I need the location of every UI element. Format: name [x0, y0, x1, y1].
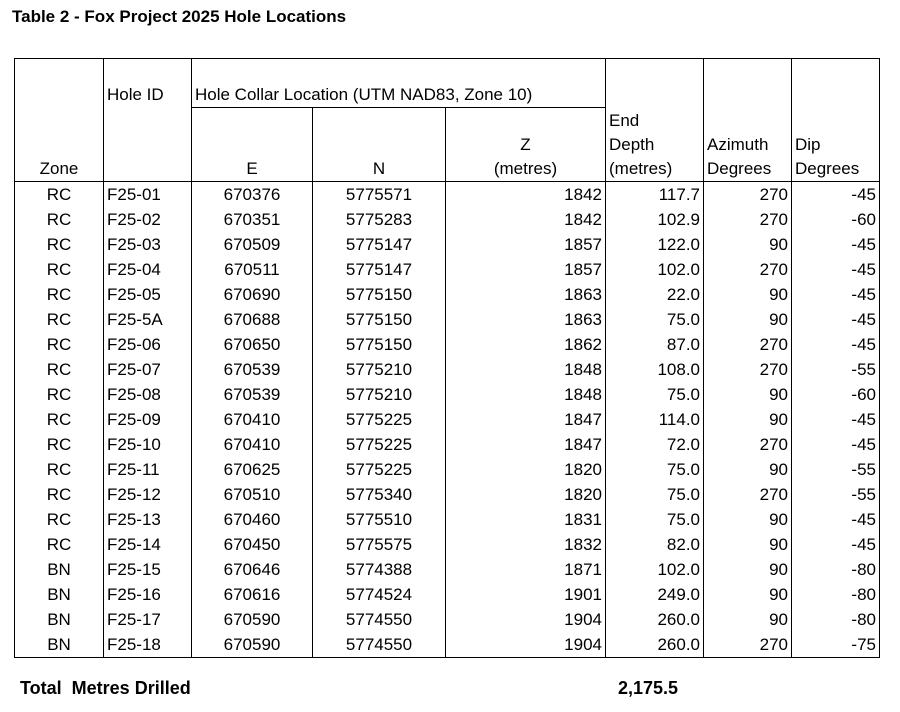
cell-n: 5775225 — [313, 407, 446, 432]
cell-dip: -60 — [792, 207, 880, 232]
cell-zone: RC — [15, 482, 104, 507]
cell-hole-id: F25-11 — [104, 457, 192, 482]
total-label: Total Metres Drilled — [20, 678, 191, 698]
cell-e: 670688 — [192, 307, 313, 332]
cell-end-depth: 22.0 — [606, 282, 704, 307]
cell-hole-id: F25-09 — [104, 407, 192, 432]
header-end-depth-line2: Depth — [609, 135, 655, 154]
table-row — [15, 582, 880, 607]
cell-zone: RC — [15, 457, 104, 482]
cell-dip: -45 — [792, 307, 880, 332]
cell-hole-id: F25-5A — [104, 307, 192, 332]
cell-z: 1831 — [446, 507, 606, 532]
table-row — [15, 307, 880, 332]
cell-z: 1862 — [446, 332, 606, 357]
cell-end-depth: 260.0 — [606, 632, 704, 658]
cell-end-depth: 75.0 — [606, 382, 704, 407]
cell-n: 5775340 — [313, 482, 446, 507]
cell-hole-id: F25-08 — [104, 382, 192, 407]
cell-n: 5774524 — [313, 582, 446, 607]
header-azimuth — [704, 59, 792, 182]
cell-e: 670511 — [192, 257, 313, 282]
cell-dip: -80 — [792, 582, 880, 607]
cell-zone: BN — [15, 632, 104, 658]
cell-hole-id: F25-13 — [104, 507, 192, 532]
table-row — [15, 207, 880, 232]
table-row — [15, 607, 880, 632]
cell-azimuth: 270 — [704, 432, 792, 457]
cell-z: 1857 — [446, 232, 606, 257]
header-end-depth-line1: End — [609, 111, 640, 130]
cell-z: 1863 — [446, 307, 606, 332]
cell-e: 670590 — [192, 632, 313, 658]
cell-e: 670539 — [192, 382, 313, 407]
cell-e: 670625 — [192, 457, 313, 482]
cell-z: 1848 — [446, 382, 606, 407]
cell-dip: -45 — [792, 432, 880, 457]
cell-n: 5774550 — [313, 607, 446, 632]
table-row — [15, 432, 880, 457]
cell-dip: -80 — [792, 607, 880, 632]
cell-end-depth: 102.9 — [606, 207, 704, 232]
header-row-top — [15, 59, 880, 108]
header-azimuth-line2: Degrees — [707, 159, 772, 178]
cell-zone: RC — [15, 182, 104, 208]
cell-zone: RC — [15, 282, 104, 307]
table-row — [15, 357, 880, 382]
cell-e: 670690 — [192, 282, 313, 307]
cell-e: 670650 — [192, 332, 313, 357]
cell-azimuth: 90 — [704, 532, 792, 557]
cell-dip: -55 — [792, 457, 880, 482]
cell-azimuth: 90 — [704, 507, 792, 532]
cell-n: 5775510 — [313, 507, 446, 532]
hole-locations-table — [14, 58, 880, 658]
cell-z: 1847 — [446, 432, 606, 457]
cell-e: 670509 — [192, 232, 313, 257]
table-title: Table 2 - Fox Project 2025 Hole Locations — [12, 7, 347, 26]
table-row — [15, 257, 880, 282]
cell-z: 1832 — [446, 532, 606, 557]
cell-end-depth: 102.0 — [606, 557, 704, 582]
cell-azimuth: 90 — [704, 382, 792, 407]
cell-dip: -45 — [792, 332, 880, 357]
cell-dip: -45 — [792, 507, 880, 532]
cell-e: 670539 — [192, 357, 313, 382]
cell-zone: RC — [15, 507, 104, 532]
cell-z: 1904 — [446, 607, 606, 632]
cell-dip: -80 — [792, 557, 880, 582]
cell-hole-id: F25-01 — [104, 182, 192, 208]
cell-e: 670646 — [192, 557, 313, 582]
table-row — [15, 532, 880, 557]
header-hole-id: Hole ID — [104, 59, 192, 182]
table-row — [15, 282, 880, 307]
cell-e: 670450 — [192, 532, 313, 557]
cell-hole-id: F25-06 — [104, 332, 192, 357]
cell-dip: -45 — [792, 532, 880, 557]
cell-z: 1820 — [446, 482, 606, 507]
cell-end-depth: 82.0 — [606, 532, 704, 557]
cell-dip: -75 — [792, 632, 880, 658]
cell-dip: -55 — [792, 482, 880, 507]
cell-dip: -45 — [792, 257, 880, 282]
cell-end-depth: 72.0 — [606, 432, 704, 457]
cell-dip: -45 — [792, 232, 880, 257]
cell-e: 670351 — [192, 207, 313, 232]
header-z-line1: Z — [520, 135, 531, 154]
cell-z: 1848 — [446, 357, 606, 382]
header-end-depth-line3: (metres) — [609, 159, 673, 178]
header-dip-line2: Degrees — [795, 159, 860, 178]
cell-end-depth: 102.0 — [606, 257, 704, 282]
cell-azimuth: 270 — [704, 182, 792, 208]
cell-azimuth: 90 — [704, 282, 792, 307]
cell-hole-id: F25-14 — [104, 532, 192, 557]
cell-zone: RC — [15, 407, 104, 432]
table-row — [15, 182, 880, 208]
cell-e: 670460 — [192, 507, 313, 532]
table-row — [15, 382, 880, 407]
cell-end-depth: 108.0 — [606, 357, 704, 382]
header-dip — [792, 59, 880, 182]
cell-e: 670510 — [192, 482, 313, 507]
table-row — [15, 632, 880, 658]
cell-n: 5774550 — [313, 632, 446, 658]
cell-zone: BN — [15, 582, 104, 607]
cell-z: 1871 — [446, 557, 606, 582]
header-e: E — [192, 108, 313, 182]
cell-zone: RC — [15, 207, 104, 232]
cell-n: 5775225 — [313, 457, 446, 482]
header-z-line2: (metres) — [493, 159, 558, 178]
cell-e: 670410 — [192, 432, 313, 457]
cell-n: 5775225 — [313, 432, 446, 457]
table-row — [15, 557, 880, 582]
header-end-depth — [606, 59, 704, 182]
cell-z: 1857 — [446, 257, 606, 282]
cell-azimuth: 90 — [704, 457, 792, 482]
cell-hole-id: F25-18 — [104, 632, 192, 658]
cell-hole-id: F25-10 — [104, 432, 192, 457]
cell-hole-id: F25-05 — [104, 282, 192, 307]
table-row — [15, 482, 880, 507]
header-dip-line1: Dip — [795, 135, 821, 154]
cell-n: 5775571 — [313, 182, 446, 208]
cell-e: 670590 — [192, 607, 313, 632]
cell-hole-id: F25-12 — [104, 482, 192, 507]
table-row — [15, 332, 880, 357]
cell-n: 5775150 — [313, 332, 446, 357]
table-body — [15, 182, 880, 658]
cell-zone: RC — [15, 232, 104, 257]
cell-end-depth: 75.0 — [606, 507, 704, 532]
cell-z: 1863 — [446, 282, 606, 307]
cell-dip: -45 — [792, 407, 880, 432]
cell-dip: -60 — [792, 382, 880, 407]
cell-azimuth: 270 — [704, 482, 792, 507]
cell-e: 670410 — [192, 407, 313, 432]
cell-azimuth: 90 — [704, 557, 792, 582]
cell-end-depth: 75.0 — [606, 482, 704, 507]
cell-end-depth: 75.0 — [606, 307, 704, 332]
cell-hole-id: F25-07 — [104, 357, 192, 382]
cell-azimuth: 90 — [704, 607, 792, 632]
table-row — [15, 457, 880, 482]
cell-azimuth: 90 — [704, 407, 792, 432]
total-metres: 2,175.5 — [618, 678, 679, 698]
header-n: N — [313, 108, 446, 182]
cell-n: 5775150 — [313, 282, 446, 307]
cell-hole-id: F25-16 — [104, 582, 192, 607]
cell-azimuth: 90 — [704, 582, 792, 607]
cell-z: 1901 — [446, 582, 606, 607]
cell-z: 1820 — [446, 457, 606, 482]
cell-azimuth: 270 — [704, 632, 792, 658]
cell-z: 1904 — [446, 632, 606, 658]
cell-dip: -45 — [792, 282, 880, 307]
cell-dip: -55 — [792, 357, 880, 382]
cell-azimuth: 270 — [704, 207, 792, 232]
header-zone: Zone — [15, 59, 104, 182]
cell-n: 5775283 — [313, 207, 446, 232]
cell-zone: RC — [15, 257, 104, 282]
header-azimuth-line1: Azimuth — [707, 135, 769, 154]
cell-n: 5774388 — [313, 557, 446, 582]
cell-z: 1842 — [446, 207, 606, 232]
cell-hole-id: F25-04 — [104, 257, 192, 282]
table-row — [15, 407, 880, 432]
header-collar-location: Hole Collar Location (UTM NAD83, Zone 10) — [192, 59, 606, 108]
cell-hole-id: F25-17 — [104, 607, 192, 632]
table-row — [15, 507, 880, 532]
cell-n: 5775147 — [313, 232, 446, 257]
cell-hole-id: F25-15 — [104, 557, 192, 582]
cell-zone: RC — [15, 532, 104, 557]
cell-azimuth: 90 — [704, 307, 792, 332]
cell-zone: BN — [15, 607, 104, 632]
cell-zone: RC — [15, 307, 104, 332]
cell-dip: -45 — [792, 182, 880, 208]
cell-zone: BN — [15, 557, 104, 582]
table-row — [15, 232, 880, 257]
cell-zone: RC — [15, 382, 104, 407]
cell-n: 5775210 — [313, 357, 446, 382]
cell-azimuth: 270 — [704, 332, 792, 357]
cell-end-depth: 117.7 — [606, 182, 704, 208]
cell-end-depth: 122.0 — [606, 232, 704, 257]
cell-end-depth: 75.0 — [606, 457, 704, 482]
cell-azimuth: 270 — [704, 257, 792, 282]
cell-n: 5775575 — [313, 532, 446, 557]
cell-z: 1847 — [446, 407, 606, 432]
cell-end-depth: 249.0 — [606, 582, 704, 607]
cell-e: 670376 — [192, 182, 313, 208]
header-z — [446, 108, 606, 182]
cell-z: 1842 — [446, 182, 606, 208]
cell-e: 670616 — [192, 582, 313, 607]
cell-end-depth: 87.0 — [606, 332, 704, 357]
cell-zone: RC — [15, 357, 104, 382]
cell-hole-id: F25-02 — [104, 207, 192, 232]
cell-zone: RC — [15, 332, 104, 357]
cell-azimuth: 90 — [704, 232, 792, 257]
cell-azimuth: 270 — [704, 357, 792, 382]
cell-end-depth: 114.0 — [606, 407, 704, 432]
cell-n: 5775150 — [313, 307, 446, 332]
cell-end-depth: 260.0 — [606, 607, 704, 632]
cell-n: 5775210 — [313, 382, 446, 407]
cell-hole-id: F25-03 — [104, 232, 192, 257]
cell-n: 5775147 — [313, 257, 446, 282]
cell-zone: RC — [15, 432, 104, 457]
